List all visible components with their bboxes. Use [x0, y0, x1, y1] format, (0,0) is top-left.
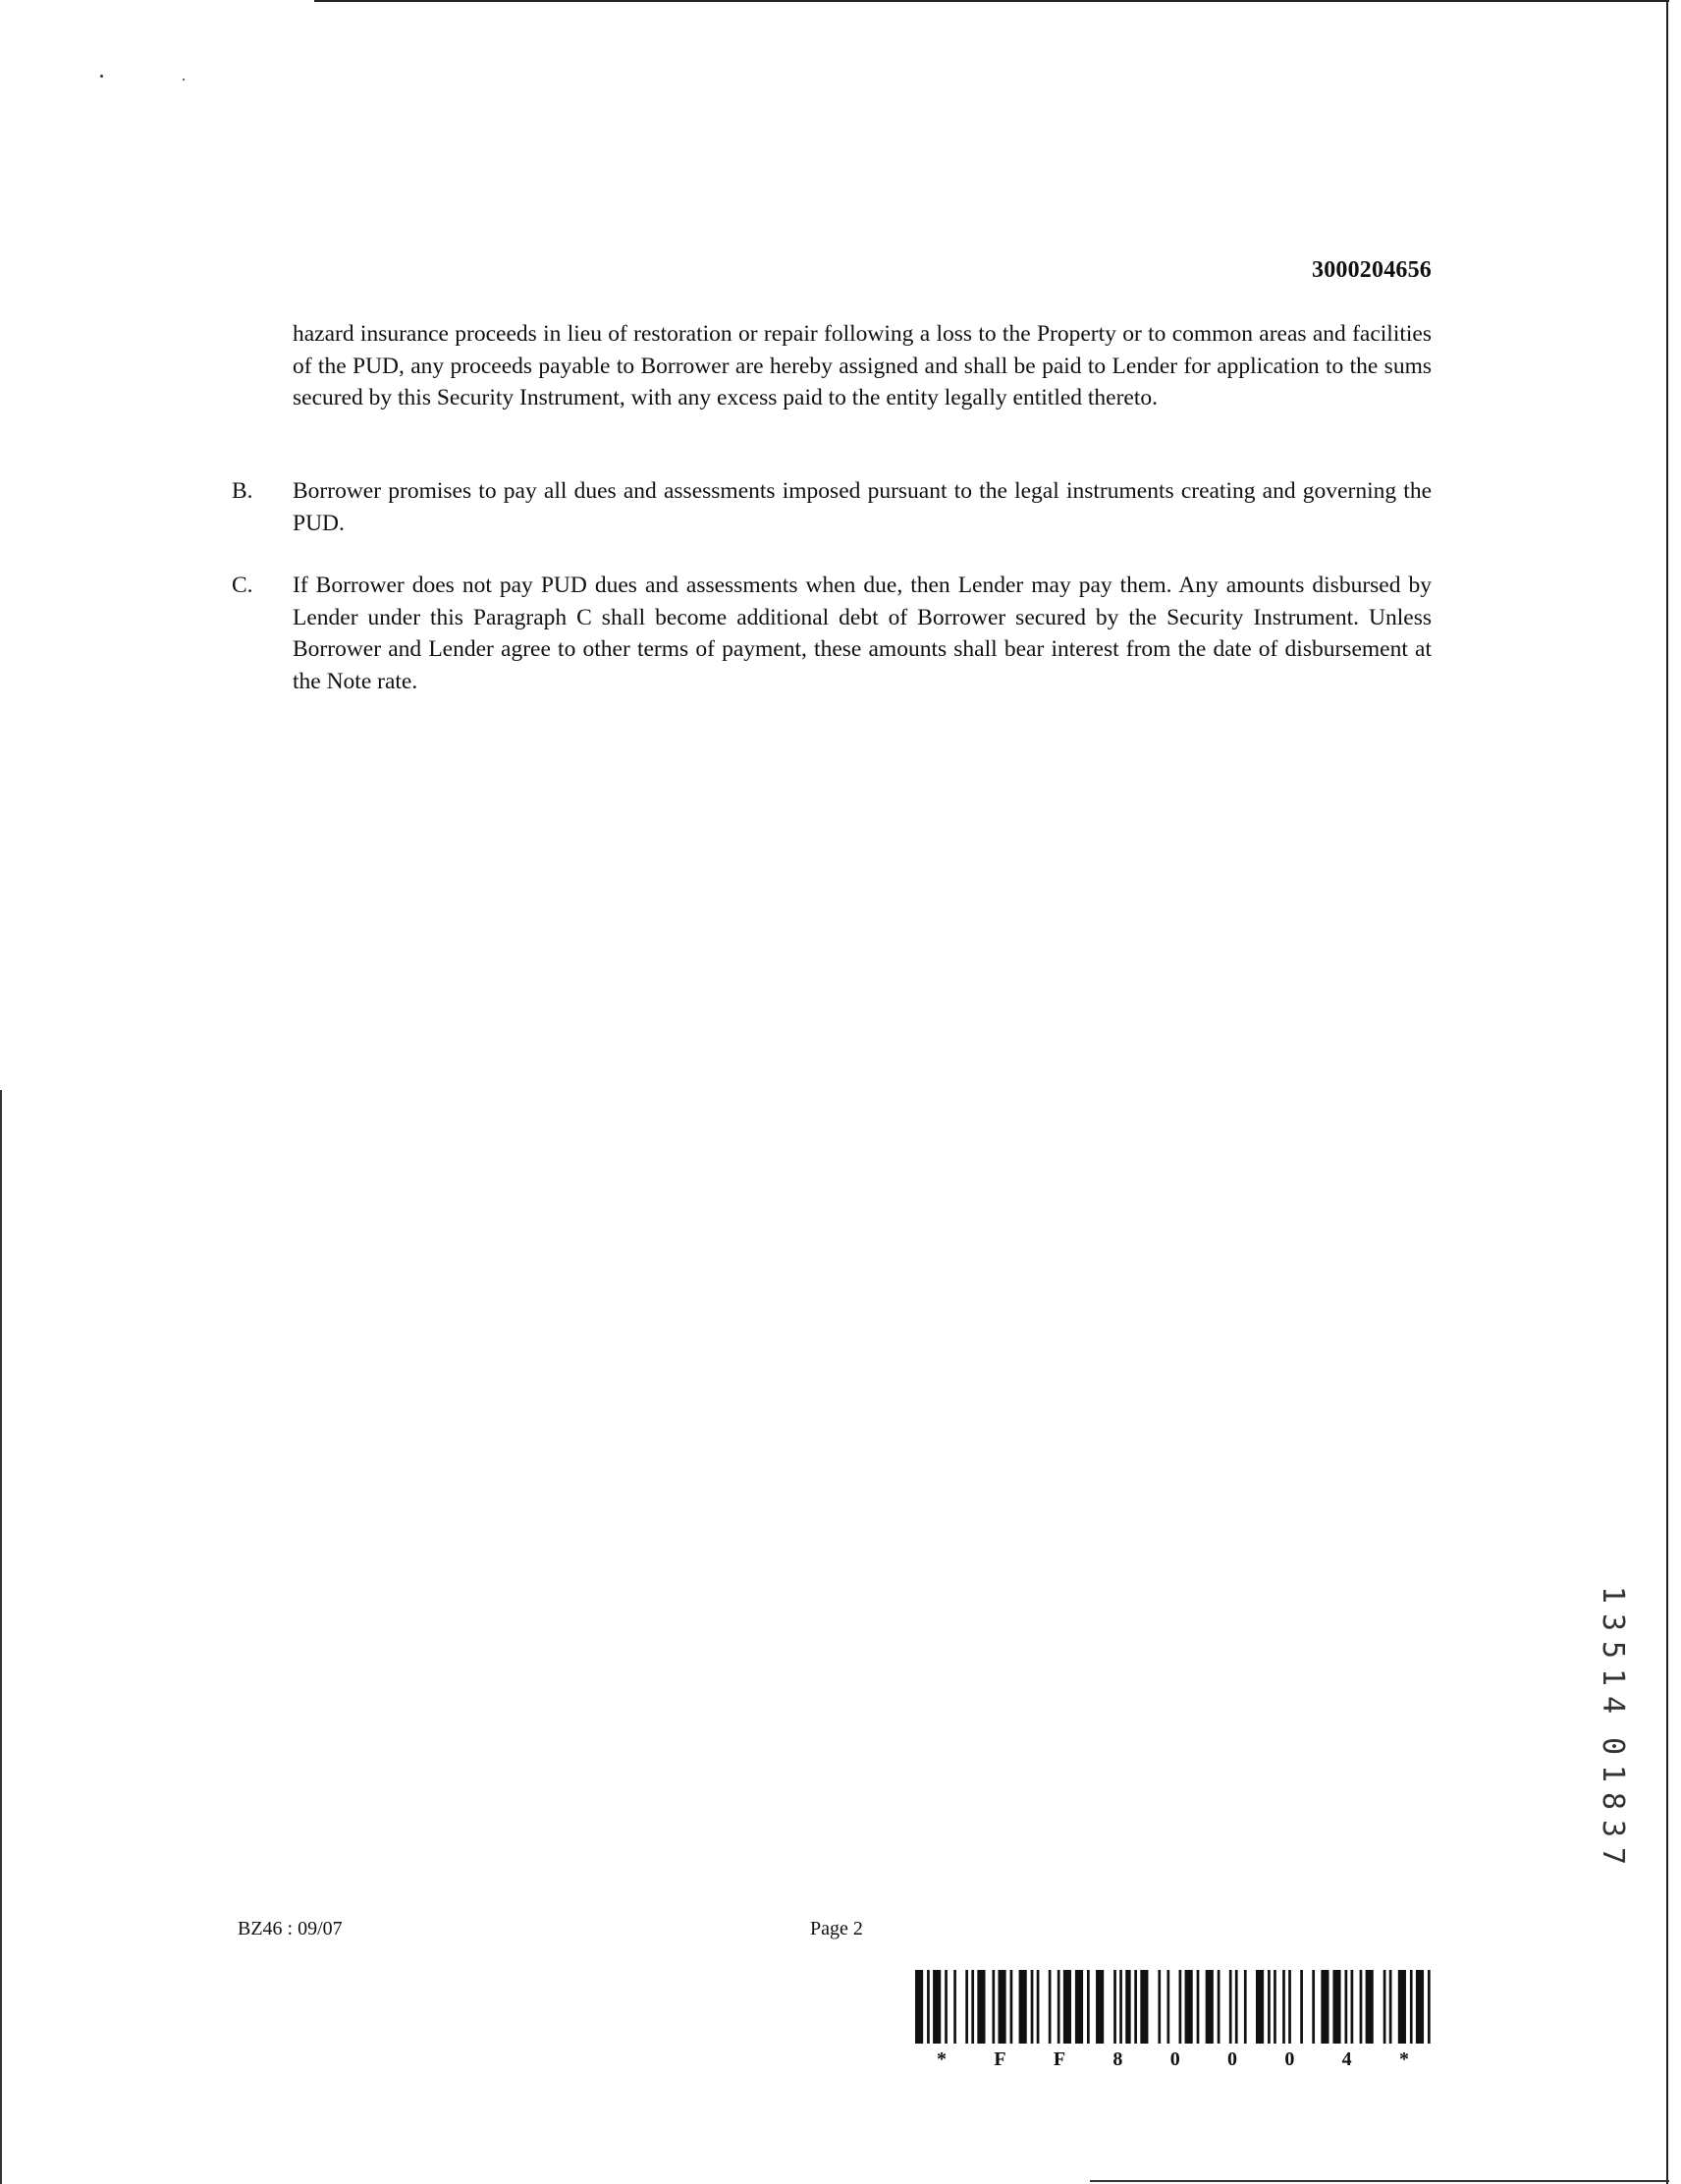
barcode-bar — [1416, 1970, 1424, 2044]
stamp-digit: 4 — [1596, 1695, 1630, 1715]
item-text: Borrower promises to pay all dues and assessments imposed pursuant to the legal instruments creating and governing the PUD. — [293, 478, 1432, 536]
stamp-digit: 7 — [1596, 1846, 1630, 1866]
barcode-bar — [1057, 1970, 1060, 2044]
document-number: 3000204656 — [1312, 257, 1432, 283]
item-marker: B. — [232, 478, 253, 504]
stamp-digit: 3 — [1596, 1612, 1630, 1632]
barcode-bar — [1282, 1970, 1285, 2044]
barcode-bar — [1244, 1970, 1247, 2044]
barcode-bar — [1158, 1970, 1161, 2044]
barcode-bar — [1345, 1970, 1348, 2044]
barcode-bar — [1300, 1970, 1303, 2044]
barcode-char: 0 — [1227, 2048, 1237, 2070]
barcode-bar — [1075, 1970, 1083, 2044]
barcode-char: F — [1053, 2048, 1066, 2070]
scan-speck — [183, 79, 185, 81]
barcode-bar — [1398, 1970, 1406, 2044]
barcode-bar — [1185, 1970, 1193, 2044]
barcode-bar — [1360, 1970, 1363, 2044]
barcode-char: 0 — [1169, 2048, 1180, 2070]
barcode-bar — [1229, 1970, 1232, 2044]
barcode-bar — [1366, 1970, 1374, 2044]
stamp-digit: 3 — [1596, 1819, 1630, 1838]
page-edge-top — [314, 0, 1669, 2]
barcode-bar — [1206, 1970, 1214, 2044]
barcode-bar — [915, 1970, 923, 2044]
barcode-bar — [1140, 1970, 1148, 2044]
barcode-bar — [1179, 1970, 1182, 2044]
barcode-bar — [1031, 1970, 1034, 2044]
barcode-char: * — [1398, 2048, 1409, 2070]
barcode-char: 0 — [1284, 2048, 1295, 2070]
page-number: Page 2 — [810, 1918, 863, 1939]
page-edge-left — [0, 1090, 2, 2184]
barcode-bar — [927, 1970, 930, 2044]
barcode-bar — [1087, 1970, 1090, 2044]
barcode-bar — [1410, 1970, 1413, 2044]
barcode-bar — [1218, 1970, 1220, 2044]
barcode-bar — [1274, 1970, 1276, 2044]
barcode-bar — [1351, 1970, 1354, 2044]
scan-speck — [100, 75, 103, 78]
stamp-digit: 5 — [1596, 1640, 1630, 1660]
barcode-char: F — [994, 2048, 1006, 2070]
barcode-bar — [945, 1970, 948, 2044]
form-identifier: BZ46 : 09/07 — [238, 1918, 343, 1939]
stamp-digit: 8 — [1596, 1791, 1630, 1811]
barcode-char: * — [937, 2048, 947, 2070]
stamp-digit: 0 — [1596, 1736, 1630, 1756]
item-text: If Borrower does not pay PUD dues and assessments when due, then Lender may pay them. Any amounts disbursed by Lender under this Paragraph C shall become additional debt of Borrower secured by the Security Instrument. Unless Borrower and Lender agree to other terms of payment, these amounts shall bear interest from the date of disbursement at the Note rate. — [293, 573, 1432, 694]
barcode-bar — [992, 1970, 995, 2044]
barcode-bar — [1288, 1970, 1291, 2044]
barcode-char: 4 — [1341, 2048, 1352, 2070]
barcode-bar — [1235, 1970, 1238, 2044]
page-edge-bottom — [1090, 2180, 1669, 2182]
barcode-bar — [1119, 1970, 1122, 2044]
barcode-bar — [1166, 1970, 1169, 2044]
barcode-bar — [1312, 1970, 1315, 2044]
stamp-digit: 1 — [1596, 1764, 1630, 1783]
continuation-paragraph: hazard insurance proceeds in lieu of restoration or repair following a loss to the Property or to common areas and facilities of the PUD, any proceeds payable to Borrower are hereby assigned and shall be paid to Lender for application to the sums secured by this Security Instrument, with any excess paid to the entity legally entitled thereto. — [293, 321, 1432, 410]
barcode-bar — [971, 1970, 974, 2044]
barcode-bar — [1428, 1970, 1431, 2044]
item-marker: C. — [232, 573, 253, 598]
barcode-bar — [998, 1970, 1005, 2044]
barcode-bar — [1197, 1970, 1200, 2044]
barcode-bar — [933, 1970, 941, 2044]
side-stamp-number — [1596, 1581, 1638, 1870]
barcode-bar — [1383, 1970, 1386, 2044]
barcode-bar — [1332, 1970, 1340, 2044]
barcode-bar — [1389, 1970, 1392, 2044]
barcode-char: 8 — [1112, 2048, 1123, 2070]
barcode-bar — [1096, 1970, 1104, 2044]
page-edge-right — [1666, 0, 1668, 2184]
barcode-bar — [1019, 1970, 1027, 2044]
barcode-image — [915, 1970, 1431, 2044]
barcode-bar — [953, 1970, 956, 2044]
barcode-bar — [1256, 1970, 1264, 2044]
barcode-bar — [1063, 1970, 1071, 2044]
barcode-bar — [1321, 1970, 1329, 2044]
barcode-bar — [1113, 1970, 1116, 2044]
stamp-digit: 1 — [1596, 1585, 1630, 1605]
barcode-bar — [1268, 1970, 1271, 2044]
barcode-bar — [1134, 1970, 1137, 2044]
barcode-bar — [977, 1970, 985, 2044]
barcode-caption — [915, 2048, 1431, 2071]
barcode-bar — [1010, 1970, 1013, 2044]
barcode-bar — [965, 1970, 968, 2044]
barcode-bar — [1125, 1970, 1130, 2044]
barcode-bar — [1037, 1970, 1040, 2044]
barcode-bar — [1049, 1970, 1052, 2044]
stamp-digit: 1 — [1596, 1667, 1630, 1687]
